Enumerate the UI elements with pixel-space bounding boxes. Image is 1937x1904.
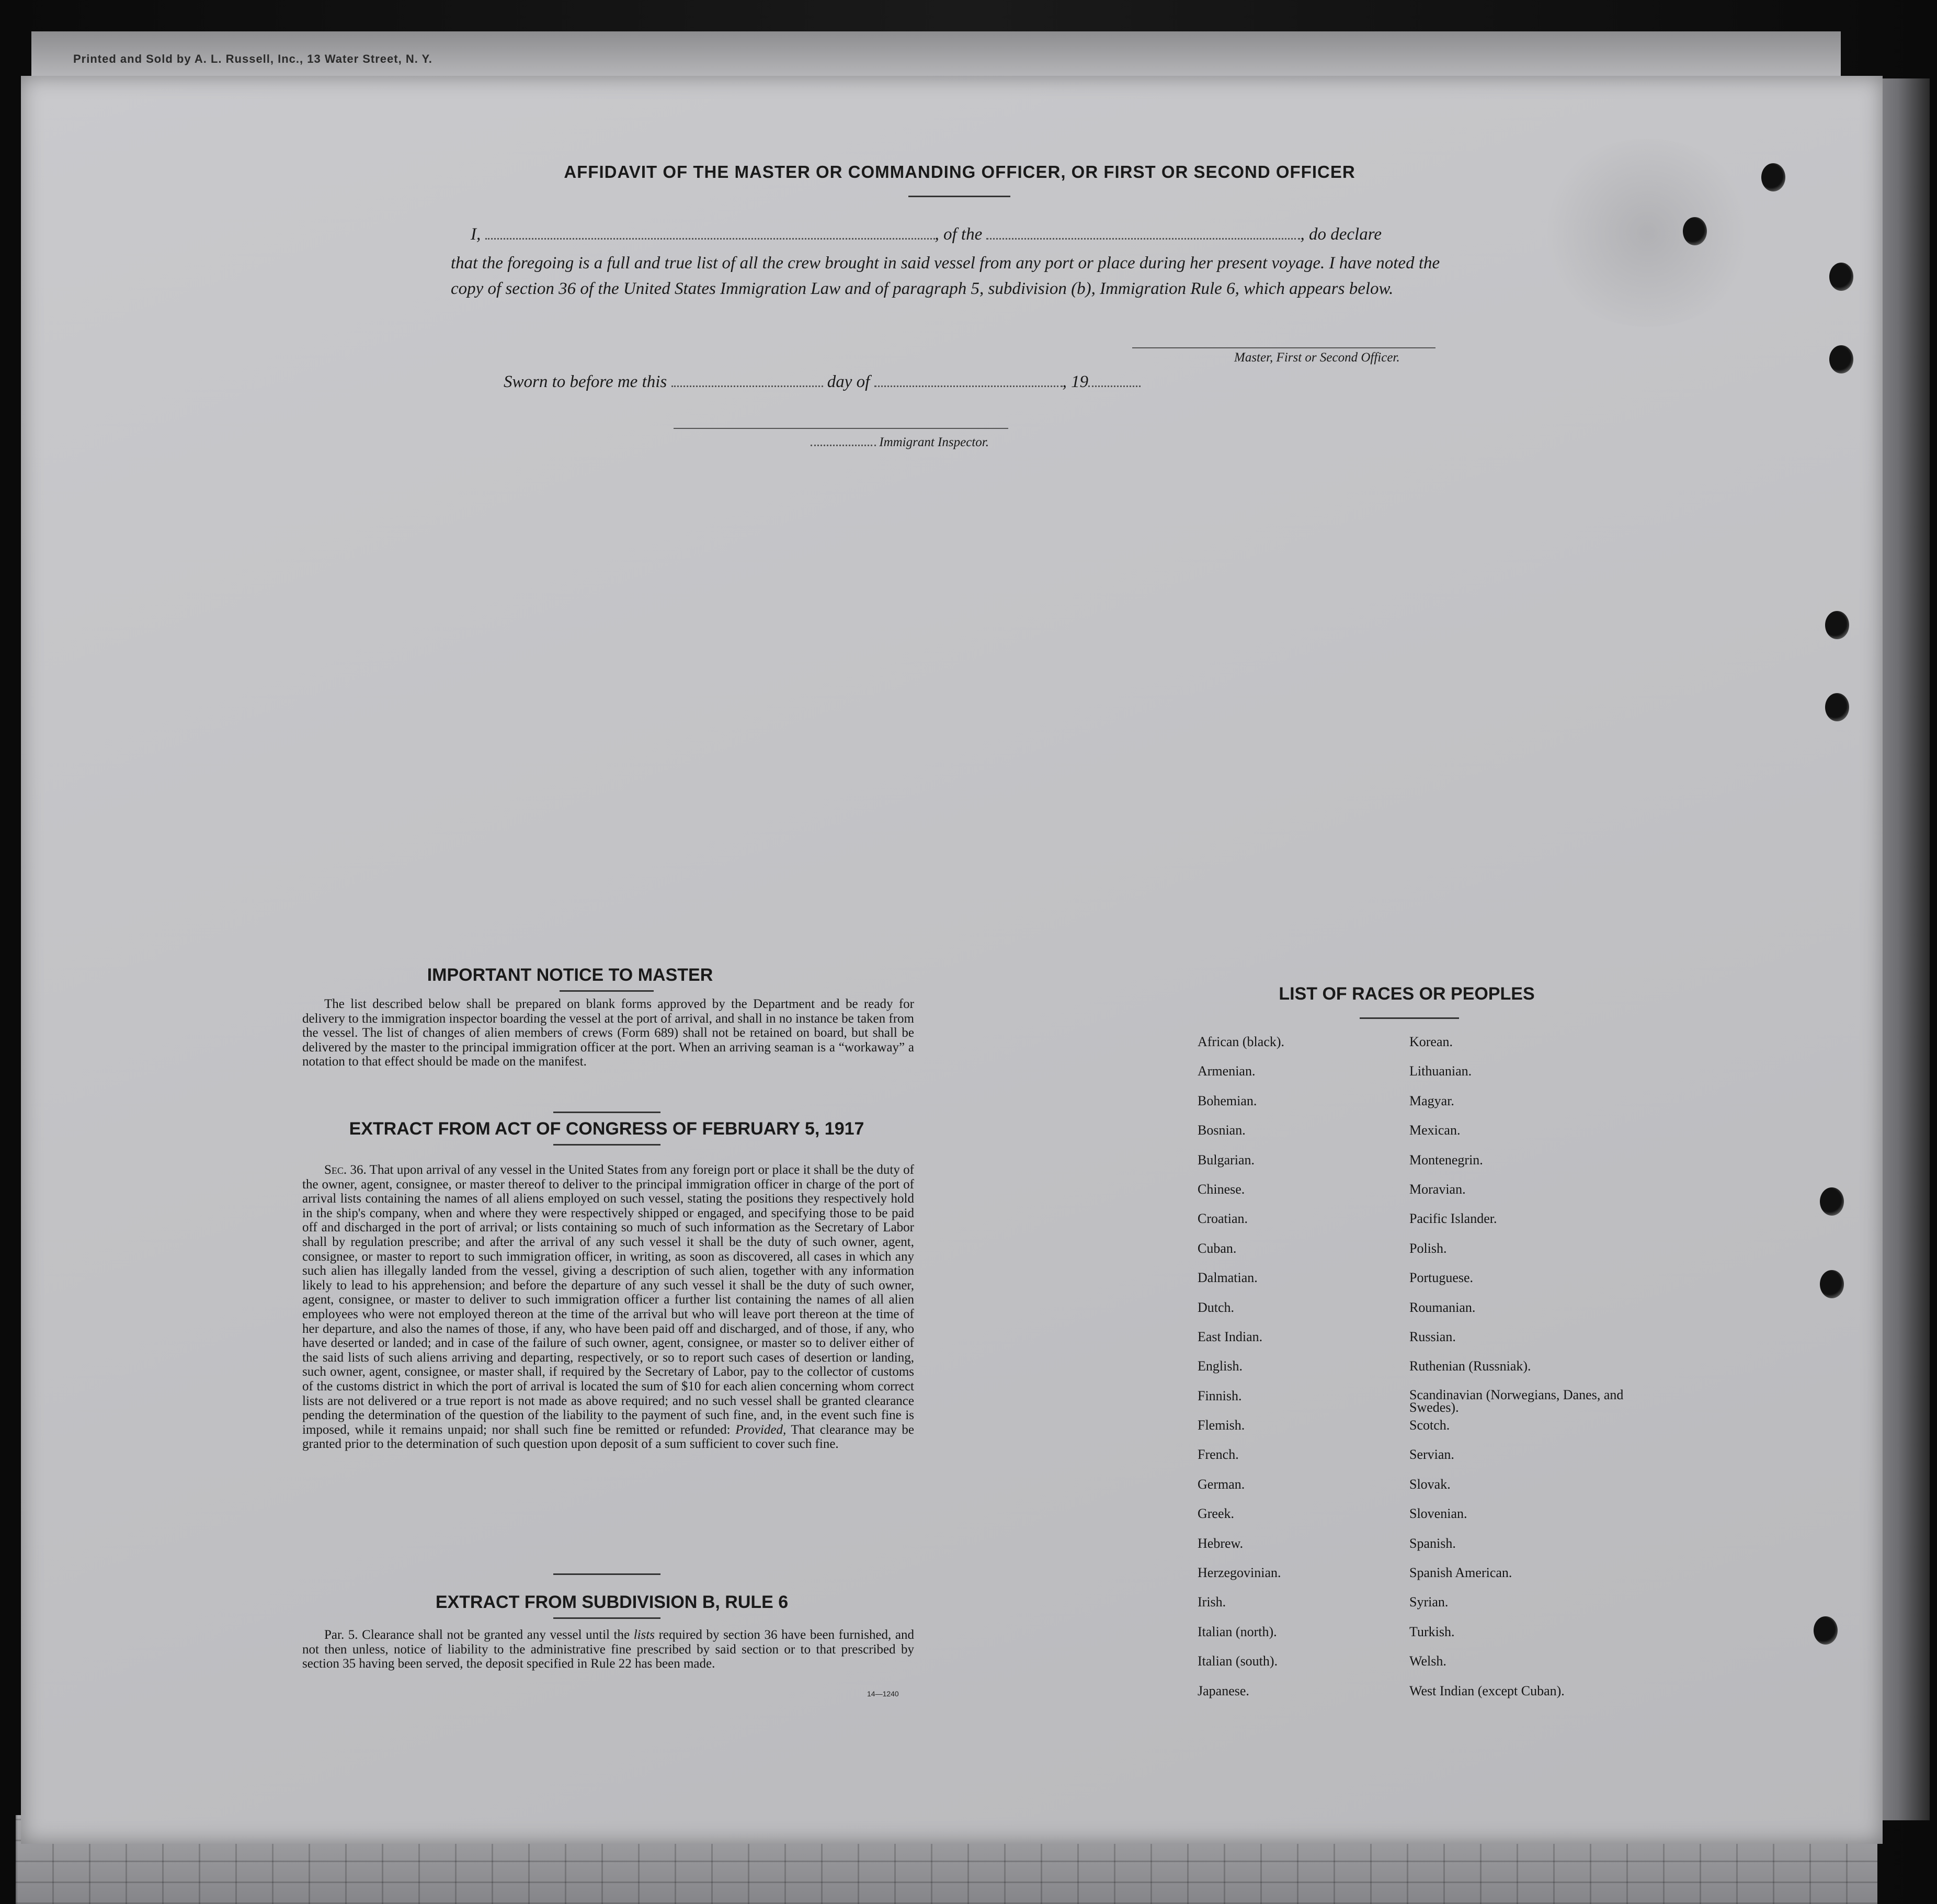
- punch-hole: [1825, 611, 1849, 639]
- sworn-prefix: Sworn to before me this: [504, 372, 667, 391]
- notice-title: IMPORTANT NOTICE TO MASTER: [427, 965, 713, 985]
- punch-hole: [1825, 693, 1849, 721]
- affidavit-of-the: , of the: [935, 225, 983, 244]
- affidavit-i: I,: [471, 225, 481, 244]
- race-item: Spanish.: [1409, 1535, 1456, 1551]
- race-item: Hebrew.: [1198, 1535, 1244, 1551]
- act-body-part1: That upon arrival of any vessel in the United States from any foreign port or place it shall be the duty of the owner, agent, consignee, or master thereof to deliver to the principal immigration officer in charge of the port of arrival lists containing the names of all aliens employed on such vessel, stating the positions they respectively hold in the ship's company, when and where they were respectively shipped or engaged, and specifying those to be paid off and discharged in the port of arrival; or lists containing so much of such information as the Secretary of Labor shall by regulation prescribe; and after the arrival of any such vessel it shall be the duty of such owner, agent, consignee, or master to report to such immigration officer, in writing, as soon as discovered, all cases in which any such alien has illegally landed from the vessel, giving a description of such alien, together with any information likely to lead to his apprehension; and before the departure of any such vessel it shall be the duty of such owner, agent, consignee, or master to deliver to such immigration officer a further list containing the names of all alien employees who were not employed thereon at the time of the arrival but who will leave port thereon at the time of her departure, and also the names of those, if any, who have been paid off and discharged, and of those, if any, who have deserted or landed; and in case of the failure of such owner, agent, consignee, or master so to deliver either of the said lists of such aliens arriving and departing, respectively, or so to report such cases of desertion or landing, such owner, agent, consignee, or master shall, if required by the Secretary of Labor, pay to the collector of customs of the customs district in which the port of arrival is located the sum of $10 for each alien concerning whom correct lists are not delivered or a true report is not made as above required; and no such vessel shall be granted clearance pending the determination of the question of the liability to the payment of such fine, and, in the event such fine is imposed, while it remains unpaid; nor shall such fine be remitted or refunded:: [302, 1163, 915, 1437]
- affidavit-declarant-line: [471, 225, 1382, 244]
- race-item: Bulgarian.: [1198, 1152, 1255, 1168]
- act-title: EXTRACT FROM ACT OF CONGRESS OF FEBRUARY 5, 1917: [349, 1119, 864, 1139]
- race-item: Korean.: [1409, 1034, 1453, 1049]
- rule-body: [302, 1628, 914, 1671]
- race-item: Lithuanian.: [1409, 1063, 1472, 1079]
- affidavit-do-declare: , do declare: [1300, 225, 1382, 244]
- punch-hole: [1820, 1187, 1844, 1216]
- race-item: German.: [1198, 1476, 1245, 1492]
- notice-title-rule: [560, 990, 654, 992]
- race-item: Chinese.: [1198, 1181, 1245, 1197]
- race-item: Spanish American.: [1409, 1565, 1512, 1581]
- sworn-year: , 19: [1062, 372, 1089, 391]
- act-body-part2: That clearance may be granted prior to the determination of such question upon deposit of a sum sufficient to cover such fine.: [302, 1422, 915, 1452]
- race-item: Italian (south).: [1198, 1653, 1278, 1669]
- punch-hole: [1829, 263, 1853, 291]
- act-section-label: Sec. 36.: [324, 1163, 367, 1177]
- races-title-rule: [1360, 1017, 1459, 1019]
- race-item: West Indian (except Cuban).: [1409, 1683, 1565, 1698]
- race-item: African (black).: [1198, 1034, 1285, 1049]
- inspector-label: [811, 435, 989, 450]
- form-number: 14—1240: [867, 1690, 899, 1698]
- race-item: Mexican.: [1409, 1123, 1461, 1138]
- race-item: Dutch.: [1198, 1299, 1235, 1315]
- race-item: Syrian.: [1409, 1594, 1449, 1610]
- race-item: Montenegrin.: [1409, 1152, 1483, 1168]
- affidavit-title-rule: [908, 196, 1010, 197]
- race-item: Armenian.: [1198, 1063, 1256, 1079]
- race-item: Magyar.: [1409, 1093, 1454, 1108]
- race-item: Irish.: [1198, 1594, 1226, 1610]
- race-item: Croatian.: [1198, 1211, 1248, 1227]
- punch-hole: [1829, 345, 1853, 373]
- rule-title-rule: [553, 1617, 660, 1619]
- race-item: Slovak.: [1409, 1476, 1451, 1492]
- affidavit-title: AFFIDAVIT OF THE MASTER OR COMMANDING OFFICER, OR FIRST OR SECOND OFFICER: [564, 162, 1355, 182]
- race-item: Moravian.: [1409, 1181, 1466, 1197]
- race-item: Greek.: [1198, 1506, 1235, 1522]
- races-title: LIST OF RACES OR PEOPLES: [1279, 984, 1535, 1004]
- race-item: Roumanian.: [1409, 1299, 1476, 1315]
- sworn-day: day of: [827, 372, 870, 391]
- master-signature-line: [1132, 347, 1435, 348]
- race-item: French.: [1198, 1447, 1239, 1463]
- race-item: Polish.: [1409, 1240, 1447, 1256]
- race-item: Flemish.: [1198, 1418, 1245, 1433]
- race-item: Turkish.: [1409, 1624, 1455, 1639]
- rule-title: EXTRACT FROM SUBDIVISION B, RULE 6: [435, 1592, 789, 1612]
- punch-hole: [1814, 1616, 1838, 1645]
- act-provided: Provided,: [735, 1422, 787, 1437]
- race-item: Cuban.: [1198, 1240, 1237, 1256]
- race-item: East Indian.: [1198, 1329, 1263, 1344]
- race-item: Servian.: [1409, 1447, 1454, 1463]
- race-item: Russian.: [1409, 1329, 1456, 1344]
- race-item: Scandinavian (Norwegians, Danes, and Swedes).: [1409, 1387, 1624, 1415]
- race-item: Bohemian.: [1198, 1093, 1257, 1108]
- rule-par-label: Par. 5.: [324, 1628, 358, 1642]
- inspector-signature-line: [674, 428, 1008, 429]
- race-item: Pacific Islander.: [1409, 1211, 1497, 1227]
- rule-top-rule: [553, 1573, 660, 1575]
- race-item: Slovenian.: [1409, 1506, 1467, 1522]
- races-left-column: [1198, 1035, 1386, 1713]
- race-item: Ruthenian (Russniak).: [1409, 1358, 1531, 1374]
- race-item: Bosnian.: [1198, 1123, 1246, 1138]
- rule-body-part2: required by section 36 have been furnished, and not then unless, notice of liability to the administrative fine prescribed by said section or to that prescribed by section 35 having been served, the deposit specified in Rule 22 has been made.: [302, 1628, 914, 1671]
- race-item: Welsh.: [1409, 1653, 1446, 1669]
- affidavit-body: that the foregoing is a full and true list of all the crew brought in said vessel from any port or place during her present voyage. I have noted the copy of section 36 of the United States Immigration Law and of paragraph 5, subdivision (b), Immigration Rule 6, which appears below.: [451, 254, 1440, 298]
- inspector-label-text: Immigrant Inspector.: [879, 435, 989, 449]
- race-item: Japanese.: [1198, 1683, 1249, 1698]
- rule-lists: lists: [633, 1628, 655, 1642]
- punch-hole: [1761, 163, 1785, 191]
- race-item: Finnish.: [1198, 1388, 1242, 1403]
- punch-hole: [1683, 217, 1707, 245]
- act-title-rule: [553, 1144, 660, 1146]
- races-right-column: [1409, 1035, 1629, 1713]
- master-label: Master, First or Second Officer.: [1234, 350, 1400, 365]
- punch-hole: [1820, 1270, 1844, 1298]
- race-item: Dalmatian.: [1198, 1270, 1258, 1286]
- rule-body-part1: Clearance shall not be granted any vessel until the: [362, 1628, 630, 1642]
- underlying-page-strip: [31, 31, 1841, 81]
- act-top-rule: [553, 1112, 660, 1113]
- sworn-line: [504, 372, 1141, 392]
- race-item: Herzegovinian.: [1198, 1565, 1281, 1581]
- stamp-bleed: [1537, 139, 1757, 327]
- notice-body: The list described below shall be prepared on blank forms approved by the Department and be ready for delivery to the immigration inspector boarding the vessel at the port of arrival, and shall in no instance be taken from the vessel. The list of changes of alien members of crews (Form 689) shall not be retained on board, but shall be delivered by the master to the principal immigration officer at the port. When an arriving seaman is a “workaway” a notation to that effect should be made on the manifest.: [302, 997, 914, 1069]
- printer-imprint: Printed and Sold by A. L. Russell, Inc., 13 Water Street, N. Y.: [73, 52, 432, 65]
- race-item: Italian (north).: [1198, 1624, 1277, 1639]
- act-body: [302, 1163, 914, 1452]
- race-item: Scotch.: [1409, 1418, 1450, 1433]
- race-item: English.: [1198, 1358, 1243, 1374]
- race-item: Portuguese.: [1409, 1270, 1474, 1286]
